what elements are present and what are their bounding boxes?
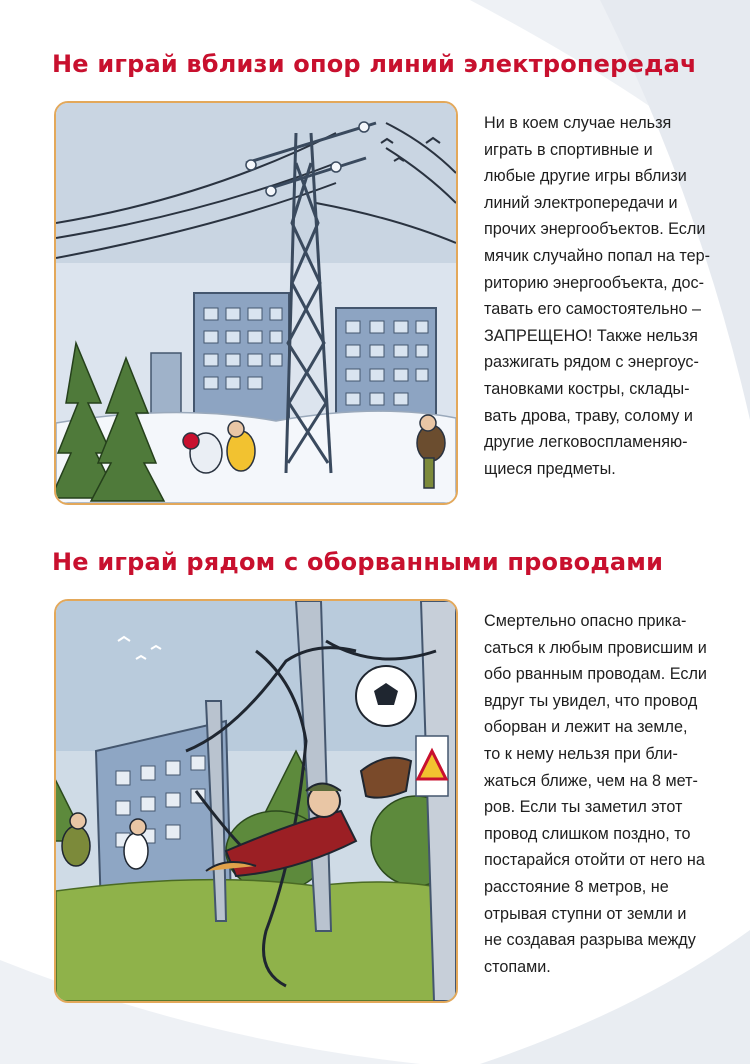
text-line: прочих энергообъектов. Если (484, 220, 706, 239)
text-line: ров. Если ты заметил этот (484, 798, 683, 817)
text-line: обо рванным проводам. Если (484, 665, 707, 684)
broken-wire-illustration (54, 599, 458, 1003)
text-line: отрывая ступни от земли и (484, 904, 687, 923)
section-1-body-text (484, 110, 724, 482)
text-line: провод слишком поздно, то (484, 824, 691, 843)
text-line: стопами. (484, 957, 551, 976)
section-2-body-text (484, 608, 724, 980)
text-line: не создавая разрыва между (484, 931, 696, 950)
text-line: жаться ближе, чем на 8 мет- (484, 771, 698, 790)
text-line: постарайся отойти от него на (484, 851, 705, 870)
text-line: любые другие игры вблизи (484, 167, 687, 186)
text-line: тавать его самостоятельно – (484, 300, 702, 319)
section-1-heading: Не играй вблизи опор линий электропередач (52, 50, 697, 78)
text-line: саться к любым провисшим и (484, 638, 707, 657)
text-line: играть в спортивные и (484, 140, 653, 159)
text-line: щиеся предметы. (484, 459, 616, 478)
text-line: то к нему нельзя при бли- (484, 744, 678, 763)
section-2-heading: Не играй рядом с оборванными проводами (52, 548, 664, 576)
text-line: Ни в коем случае нельзя (484, 114, 672, 132)
text-line: мячик случайно попал на тер- (484, 246, 711, 265)
text-line: тановками костры, склады- (484, 379, 690, 398)
text-line: вать дрова, траву, солому и (484, 406, 693, 425)
text-line: ЗАПРЕЩЕНО! Также нельзя (484, 326, 698, 345)
text-line: риторию энергообъекта, дос- (484, 273, 705, 292)
text-line: другие легковоспламеняю- (484, 433, 688, 452)
pylon-illustration (54, 101, 458, 505)
text-line: расстояние 8 метров, не (484, 877, 669, 896)
text-line: вдруг ты увидел, что провод (484, 691, 698, 710)
text-line: линий электропередачи и (484, 193, 678, 212)
text-line: Смертельно опасно прика- (484, 612, 687, 630)
text-line: разжигать рядом с энергоус- (484, 353, 699, 372)
text-line: оборван и лежит на земле, (484, 718, 688, 737)
